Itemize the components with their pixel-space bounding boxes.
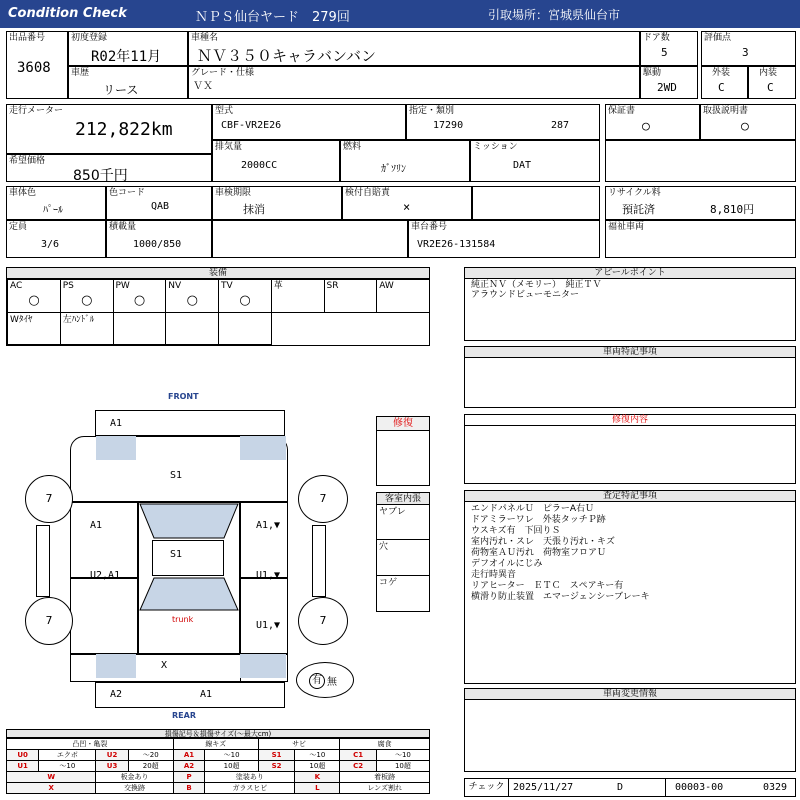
legend-desc: 交換跡 [96,783,173,794]
equipment-title: 装備 [7,268,429,279]
tire-rear-left: 7 [25,597,73,645]
right-front-door [240,502,288,578]
blank-box [472,186,600,220]
mission-value: DAT [513,160,532,171]
equipment-mark: ○ [28,293,40,308]
interior-value: C [767,81,774,94]
equipment-mark: ○ [186,293,198,308]
drive-box [640,66,698,99]
right-rear-door [240,578,288,654]
legend-desc: 〜10 [376,750,429,761]
score-box [701,31,796,66]
left-mirror [36,525,50,597]
legend-code: A1 [173,750,205,761]
cabin-label: 客室内張 [377,493,429,505]
legend-group: 凸凹・亀裂 [7,739,174,750]
legend-desc: エクボ [39,750,96,761]
presence-no: 無 [327,677,337,688]
repair-detail-box [464,414,796,484]
legend-desc: 〜10 [205,750,258,761]
legend-code: X [7,783,96,794]
history-value: リース [103,83,139,97]
note-line: エンドパネルＵ ピラーA右Ｕ [471,504,594,514]
displacement-box [212,140,340,182]
desired-price-value: 850千円 [73,168,128,184]
designation-label: 指定・類別 [409,106,455,116]
exterior-value: C [718,81,725,94]
note-line: 室内汚れ・スレ 天張り汚れ・キズ [471,537,615,547]
first-reg-value: R02年11月 [91,49,162,65]
equipment-cell [60,312,114,345]
special-notes-title: 車両特記事項 [465,347,795,358]
header-title: Condition Check [8,6,127,21]
warranty-value: ○ [642,119,650,134]
recycle-status: 預託済 [622,203,655,216]
legend-desc: 10超 [376,761,429,772]
legend-desc: 塗装あり [205,772,295,783]
presence-yes: 有 [309,673,325,689]
tire-front-right: 7 [298,475,348,523]
equipment-cell [324,279,378,313]
glass-panel [240,654,286,678]
displacement-value: 2000CC [241,160,278,171]
grade-value: ＶＸ [193,81,213,92]
note-line: 走行時異音 [471,570,517,580]
trunk-label: trunk [172,615,194,624]
mark-roof: S1 [170,549,183,560]
inspection-box [212,186,342,220]
equipment-cell [165,312,219,345]
exterior-label: 外装 [712,68,731,78]
check-date: 2025/11/27 [513,782,574,793]
rear-window [140,578,238,610]
equipment-mark: ○ [81,293,93,308]
equipment-label: AW [379,281,394,291]
legend-code: W [7,772,96,783]
legend-desc: 板金あり [96,772,173,783]
glass-panel [96,654,136,678]
legend-code: L [295,783,340,794]
legend-desc: 10超 [205,761,258,772]
body-color-value: ﾊﾟｰﾙ [43,205,63,216]
legend-code: K [295,772,340,783]
equipment-label: 左ﾊﾝﾄﾞﾙ [62,315,95,325]
welfare-box [605,220,796,258]
note-line: デフオイルにじみ [471,559,543,569]
legend-group: サビ [258,739,340,750]
check-number: 0329 [763,782,788,793]
designation-value-1: 17290 [433,120,464,131]
equipment-label: Wﾀｲﾔ [10,315,33,325]
right-mirror [312,525,326,597]
equipment-cell [376,279,430,313]
legend-code: U2 [96,750,128,761]
fuel-label: 燃料 [343,142,362,152]
equipment-cell [113,312,167,345]
equipment-cell [271,279,325,313]
mark-left-rear: U2,A1 [90,570,121,581]
equipment-cell [113,279,167,313]
car-diagram [0,380,376,720]
exterior-box [701,66,748,99]
mark-rear-panel: X [161,660,168,671]
fuel-box [340,140,470,182]
left-rear-door [70,578,138,654]
self-accident-box [342,186,472,220]
equipment-cell [7,312,61,345]
windshield-shapes [138,502,240,654]
equipment-cell [165,279,219,313]
change-info-title: 車両変更情報 [465,689,795,700]
legend-desc: 〜10 [39,761,96,772]
appeal-line: アラウンドビューモニター [471,290,580,300]
mark-rear-right: A1 [200,689,213,700]
legend-code: A2 [173,761,205,772]
check-bar [464,778,796,797]
designation-value-2: 287 [551,120,570,131]
pickup-location: 引取場所：宮城県仙台市 [488,8,621,22]
interior-box [748,66,796,99]
fuel-value: ｶﾞｿﾘﾝ [381,164,406,175]
recycle-amount: 8,810円 [710,203,755,216]
manual-label: 取扱説明書 [703,106,749,116]
lot-number-box [6,31,68,99]
note-line: 横滑り防止装置 エマージェンシーブレーキ [471,592,650,602]
legend-desc: 着板跡 [340,772,430,783]
grade-label: グレード・仕様 [191,68,255,78]
special-notes-box [464,346,796,408]
recycle-label: リサイクル料 [608,188,661,198]
desired-price-label: 希望価格 [9,156,46,166]
legend-title: 損傷記号＆損傷サイズ(〜最大cm) [6,729,430,738]
mission-label: ミッション [473,142,518,152]
history-label: 車歴 [71,68,90,78]
header-bar [0,0,800,28]
legend-code: S2 [258,761,295,772]
legend-desc: 20超 [128,761,173,772]
legend-code: P [173,772,205,783]
first-reg-label: 初度登録 [71,33,108,43]
appeal-line: 純正ＮＶ（メモリー） 純正ＴＶ [471,280,602,290]
legend-code: U1 [7,761,39,772]
inspection-notes-title: 査定特記事項 [465,491,795,502]
equipment-grid [7,279,429,345]
inspection-label: 車検期限 [215,188,252,198]
mark-rear-left: A2 [110,689,123,700]
legend-code: S1 [258,750,295,761]
legend-desc: レンズ割れ [340,783,430,794]
rear-label: REAR [172,711,196,720]
note-line: リアヒーター ＥＴＣ スペアキー有 [471,581,624,591]
note-line: ドアミラーワレ 外装タッチＰ跡 [471,515,606,525]
legend-desc: 〜10 [295,750,340,761]
mark-right-rear: U1,▼ [256,620,281,631]
check-label: チェック [465,779,509,796]
repair-box [376,416,430,486]
inspection-notes-box [464,490,796,684]
designation-box [406,104,600,140]
warranty-label: 保証書 [608,106,636,116]
damage-legend [6,729,430,797]
legend-code: U3 [96,761,128,772]
color-code-box [106,186,212,220]
cabin-item-tear: ヤブレ [379,507,406,517]
venue-title: ＮＰＳ仙台ヤード 279回 [195,10,350,25]
desired-price-box [6,154,212,182]
load-value: 1000/850 [133,239,182,250]
appeal-title: アピールポイント [465,268,795,279]
mileage-value: 212,822km [75,119,173,140]
model-name-label: 車種名 [191,33,219,43]
legend-desc: ガラスヒビ [205,783,295,794]
cabin-item-burn: コゲ [379,578,398,588]
legend-code: C1 [340,750,376,761]
note-line: 荷物室ＡＵ汚れ 荷物室フロアＵ [471,548,607,558]
equipment-label: 革 [273,281,283,291]
legend-code: U0 [7,750,39,761]
cabin-box [376,492,430,612]
legend-group: 線キズ [173,739,258,750]
color-code-value: QAB [151,201,170,212]
equipment-label: SR [326,281,339,291]
manual-box [700,104,796,140]
legend-code: B [173,783,205,794]
type-code-label: 型式 [215,106,234,116]
body-color-label: 車体色 [9,188,37,198]
equipment-label: PS [62,281,74,291]
type-code-box [212,104,406,140]
score-value: 3 [742,46,749,59]
equipment-mark: ○ [239,293,251,308]
note-line: ウスキズ有 下回りＳ [471,526,561,536]
drive-value: 2WD [657,81,677,94]
glass-panel [240,436,286,460]
history-box [68,66,188,99]
cabin-item-hole: 穴 [379,542,389,552]
equipment-label: NV [168,281,182,291]
lot-value: 3608 [17,60,51,76]
capacity-label: 定員 [9,222,28,232]
doors-label: ドア数 [643,33,670,43]
tire-front-left: 7 [25,475,73,523]
rear-panel [95,682,285,708]
check-grade: D [617,782,624,793]
doors-value: 5 [661,46,668,59]
chassis-value: VR2E26-131584 [417,239,496,250]
doors-box [640,31,698,66]
mark-front-panel: A1 [110,418,123,429]
warranty-empty [605,140,796,182]
front-panel [95,410,285,436]
load-box [106,220,212,258]
recycle-box [605,186,796,220]
model-name-value: ＮＶ３５０キャラバンバン [197,47,376,65]
check-code: 00003-00 [675,782,724,793]
chassis-box [408,220,600,258]
legend-desc: 10超 [295,761,340,772]
mark-left-front-door: A1 [90,520,103,531]
displacement-label: 排気量 [215,142,243,152]
interior-label: 内装 [759,68,778,78]
mileage-box [6,104,212,154]
chassis-label: 車台番号 [411,222,448,232]
blank-box-2 [212,220,408,258]
load-label: 積載量 [109,222,137,232]
tire-rear-right: 7 [298,597,348,645]
self-accident-label: 検付自賠責 [345,188,391,198]
glass-panel [96,436,136,460]
mileage-label: 走行メーター [9,106,64,116]
presence-oval [296,662,354,698]
score-label: 評価点 [704,33,732,43]
mark-right-front-door: A1,▼ [256,520,281,531]
windshield [140,504,238,538]
front-label: FRONT [168,392,199,401]
legend-desc: 〜20 [128,750,173,761]
warranty-box [605,104,700,140]
type-code-value: CBF-VR2E26 [221,120,282,131]
lot-label: 出品番号 [9,33,46,43]
equipment-box [6,267,430,346]
self-accident-value: × [403,200,411,214]
welfare-label: 福祉車両 [608,222,645,232]
capacity-value: 3/6 [41,239,60,250]
repair-label: 修復 [377,417,429,431]
mark-hood: S1 [170,470,183,481]
equipment-cell [7,279,61,313]
legend-table [6,738,430,794]
repair-detail-title: 修復内容 [465,415,795,426]
equipment-label: AC [10,281,23,291]
first-reg-box [68,31,188,66]
change-info-box [464,688,796,772]
model-name-box [188,31,640,66]
equipment-cell [218,312,272,345]
equipment-label: TV [221,281,233,291]
equipment-label: PW [115,281,130,291]
equipment-cell [218,279,272,313]
mark-right-mid: U1,▼ [256,570,281,581]
color-code-label: 色コード [109,188,146,198]
equipment-mark: ○ [133,293,146,308]
drive-label: 駆動 [643,68,662,78]
equipment-cell [60,279,114,313]
appeal-box [464,267,796,341]
body-color-box [6,186,106,220]
mission-box [470,140,600,182]
inspection-value: 抹消 [243,203,265,216]
left-front-door [70,502,138,578]
manual-value: ○ [741,119,749,134]
grade-box [188,66,640,99]
legend-code: C2 [340,761,376,772]
capacity-box [6,220,106,258]
legend-group: 腐食 [340,739,430,750]
